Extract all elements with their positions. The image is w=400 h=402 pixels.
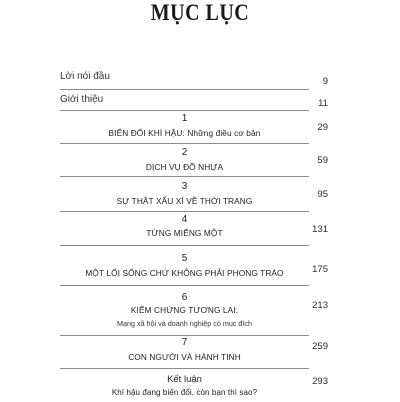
toc-page-number: 259: [312, 341, 328, 352]
toc-entry-label: Giới thiệu: [60, 94, 104, 105]
toc-entry-label: Lời nói đầu: [60, 71, 110, 82]
chapter-title: KIỂM CHỨNG TƯƠNG LAI:: [130, 305, 239, 315]
chapter-title: Khí hậu đang biến đổi, còn bạn thì sao?: [111, 388, 258, 397]
chapter-subtitle: Mạng xã hội và doanh nghiệp có mục đích: [116, 319, 253, 328]
toc-entry-introduction[interactable]: [60, 89, 309, 111]
chapter-number: 2: [181, 147, 188, 158]
chapter-number: 4: [181, 214, 188, 225]
chapter-number: 5: [181, 253, 188, 264]
toc-chapter-3[interactable]: [60, 176, 309, 212]
toc-chapter-5[interactable]: [60, 245, 309, 286]
toc-chapter-1[interactable]: [60, 110, 309, 144]
chapter-number: 1: [181, 113, 188, 124]
toc-entry-preface[interactable]: [60, 67, 309, 90]
chapter-title: SỰ THẬT XẤU XÍ VỀ THỜI TRANG: [116, 196, 253, 206]
toc-page-number: 213: [312, 300, 328, 311]
chapter-number: 3: [181, 181, 188, 192]
chapter-title: CON NGƯỜI VÀ HÀNH TINH: [128, 352, 241, 362]
toc-page-number: 11: [318, 98, 328, 109]
chapter-number: 7: [181, 337, 188, 348]
toc-chapter-7[interactable]: [60, 335, 309, 369]
toc-chapter-6[interactable]: [60, 285, 309, 336]
toc-page-number: 29: [317, 122, 328, 133]
toc-page-number: 131: [312, 224, 328, 235]
chapter-title: DỊCH VỤ ĐỒ NHỰA: [145, 162, 224, 172]
chapter-title: TỪNG MIẾNG MỘT: [146, 228, 223, 238]
toc-page-number: 59: [317, 155, 328, 166]
chapter-number: 6: [181, 292, 188, 303]
chapter-title: BIẾN ĐỔI KHÍ HẬU: Những điều cơ bản: [108, 128, 261, 138]
toc-page-number: 293: [312, 376, 328, 387]
toc-page-number: 175: [312, 264, 328, 275]
page-title: MỤC LỤC: [150, 0, 250, 26]
chapter-number: Kết luận: [167, 374, 202, 385]
toc-page-number: 95: [317, 189, 328, 200]
toc-conclusion[interactable]: [60, 368, 309, 402]
toc-page-number: 9: [322, 76, 328, 87]
toc-chapter-2[interactable]: [60, 143, 309, 177]
toc-chapter-4[interactable]: [60, 211, 309, 246]
chapter-title: MỘT LỐI SỐNG CHỨ KHÔNG PHẢI PHONG TRÀO: [85, 268, 284, 278]
